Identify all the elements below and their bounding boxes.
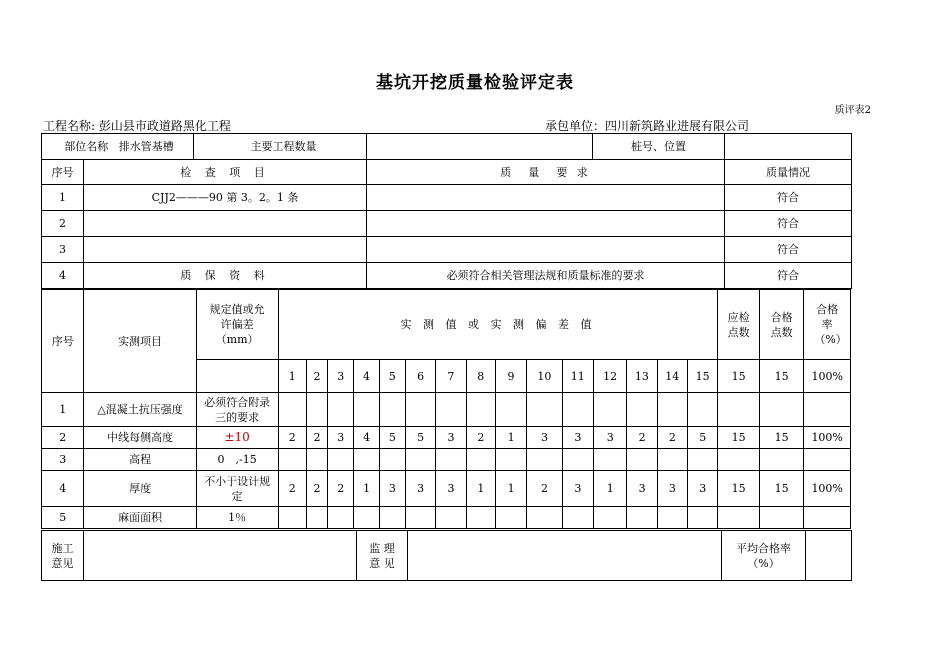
rate-cell: 100%: [804, 360, 851, 393]
index-cell: 7: [436, 360, 466, 393]
value-cell: 2: [466, 427, 495, 449]
value-cell: [627, 393, 657, 427]
index-cell: 10: [527, 360, 562, 393]
pass-cell: [759, 449, 803, 471]
value-cell: [594, 449, 627, 471]
value-cell: 3: [627, 471, 657, 507]
rate-cell: 100%: [804, 427, 851, 449]
col-status: 质量情况: [725, 160, 852, 185]
value-cell: [495, 507, 526, 529]
rate-cell: 100%: [804, 471, 851, 507]
measure-row: [42, 507, 851, 529]
index-cell: 14: [657, 360, 687, 393]
supervision-opinion-label: 监 理意 见: [357, 531, 408, 581]
index-cell: 4: [354, 360, 379, 393]
value-cell: [527, 449, 562, 471]
seq-cell: 1: [42, 185, 84, 211]
pass-cell: 15: [759, 471, 803, 507]
opinion-table: [41, 530, 852, 581]
value-cell: 3: [406, 471, 436, 507]
value-cell: [379, 393, 405, 427]
index-cell: 6: [405, 360, 435, 393]
req-cell: 必须符合相关管理法规和质量标准的要求: [367, 263, 725, 289]
value-cell: [354, 449, 379, 471]
value-cell: [627, 449, 657, 471]
value-cell: [688, 507, 718, 529]
value-cell: 2: [627, 427, 657, 449]
value-cell: 2: [527, 471, 562, 507]
seq-cell: 5: [42, 507, 84, 529]
value-cell: [436, 507, 466, 529]
inspect-row: [42, 211, 852, 237]
measure-row: [42, 393, 851, 427]
measure-item-cell: 中线每侧高度: [84, 427, 196, 449]
value-cell: [328, 393, 354, 427]
req-cell: [367, 211, 725, 237]
value-cell: [688, 449, 718, 471]
rate-cell: [804, 393, 851, 427]
avg-rate-label: 平均合格率（%）: [722, 531, 806, 581]
value-cell: [527, 393, 562, 427]
measure-item-cell: 麻面面积: [84, 507, 196, 529]
value-cell: [306, 393, 327, 427]
status-cell: 符合: [725, 185, 852, 211]
index-cell: 12: [593, 360, 626, 393]
value-cell: [562, 507, 593, 529]
col-pass: 合格点数: [759, 290, 803, 360]
index-cell: 8: [466, 360, 495, 393]
item-cell: 质 保 资 料: [84, 263, 367, 289]
value-cell: [657, 507, 687, 529]
value-cell: [562, 393, 593, 427]
item-cell: [84, 237, 367, 263]
value-cell: 2: [328, 471, 354, 507]
pass-cell: 15: [759, 360, 803, 393]
rate-cell: [804, 507, 851, 529]
value-cell: 3: [562, 471, 593, 507]
value-cell: [328, 449, 354, 471]
value-cell: 3: [688, 471, 718, 507]
col-should: 应检点数: [718, 290, 759, 360]
value-cell: [466, 507, 495, 529]
value-cell: [354, 393, 379, 427]
form-number: 质评表2: [834, 105, 871, 116]
value-cell: [306, 449, 327, 471]
req-cell: [367, 237, 725, 263]
construction-opinion-label: 施工意见: [42, 531, 84, 581]
value-cell: 3: [328, 427, 354, 449]
value-cell: [278, 393, 306, 427]
value-cell: 2: [306, 471, 327, 507]
value-cell: 3: [436, 427, 466, 449]
index-cell: 11: [562, 360, 593, 393]
item-cell: [84, 211, 367, 237]
value-cell: 3: [562, 427, 593, 449]
spec-cell: 必须符合附录三的要求: [196, 393, 278, 427]
value-cell: [495, 393, 526, 427]
value-cell: [306, 507, 327, 529]
value-cell: [379, 507, 405, 529]
avg-rate-value: [806, 531, 852, 581]
inspect-row: [42, 263, 852, 289]
value-cell: [406, 507, 436, 529]
index-cell: 1: [278, 360, 306, 393]
value-cell: [594, 507, 627, 529]
part-label: 部位名称 排水管基槽: [42, 134, 194, 160]
value-cell: [406, 449, 436, 471]
should-cell: [718, 507, 759, 529]
value-cell: [328, 507, 354, 529]
measure-item-cell: △混凝土抗压强度: [84, 393, 196, 427]
value-cell: [354, 507, 379, 529]
value-cell: 4: [354, 427, 379, 449]
value-cell: [406, 393, 436, 427]
value-cell: [436, 393, 466, 427]
status-cell: 符合: [725, 263, 852, 289]
inspection-table: [41, 133, 852, 289]
value-cell: [527, 507, 562, 529]
value-cell: 3: [527, 427, 562, 449]
col-seq: 序号: [42, 290, 84, 393]
item-cell: CJJ2———90 第 3。2。1 条: [84, 185, 367, 211]
value-cell: 1: [466, 471, 495, 507]
status-cell: 符合: [725, 237, 852, 263]
should-cell: 15: [718, 427, 759, 449]
value-cell: 3: [436, 471, 466, 507]
value-cell: [627, 507, 657, 529]
seq-cell: 2: [42, 211, 84, 237]
stake-value: [725, 134, 852, 160]
value-cell: [278, 507, 306, 529]
value-cell: [278, 449, 306, 471]
index-cell: 13: [627, 360, 657, 393]
seq-cell: 3: [42, 449, 84, 471]
value-cell: [379, 449, 405, 471]
project-name: 工程名称: 彭山县市政道路黑化工程: [43, 119, 231, 133]
document-title: 基坑开挖质量检验评定表: [376, 73, 574, 93]
status-cell: 符合: [725, 211, 852, 237]
pass-cell: [759, 393, 803, 427]
value-cell: 5: [379, 427, 405, 449]
measure-item-cell: 厚度: [84, 471, 196, 507]
spec-cell: 1％: [196, 507, 278, 529]
value-cell: 1: [354, 471, 379, 507]
pass-cell: [759, 507, 803, 529]
measurement-table: [41, 289, 851, 393]
col-req: 质 量 要 求: [367, 160, 725, 185]
spec-cell: ±10: [196, 427, 278, 449]
value-cell: [436, 449, 466, 471]
col-item: 检 查 项 目: [84, 160, 367, 185]
stake-label: 桩号、位置: [593, 134, 725, 160]
col-rate: 合格率（%）: [804, 290, 851, 360]
supervision-opinion-value: [408, 531, 722, 581]
index-cell: 15: [687, 360, 718, 393]
main-qty-value: [367, 134, 593, 160]
value-cell: [466, 449, 495, 471]
value-cell: [594, 393, 627, 427]
measure-item-cell: 高程: [84, 449, 196, 471]
measure-row: [42, 449, 851, 471]
spec-cell: 0 ,-15: [196, 449, 278, 471]
contractor-name: 承包单位：四川新筑路业进展有限公司: [545, 119, 750, 133]
value-cell: 1: [495, 427, 526, 449]
inspect-row: [42, 237, 852, 263]
inspect-row: [42, 185, 852, 211]
value-cell: [657, 449, 687, 471]
value-cell: [495, 449, 526, 471]
should-cell: 15: [718, 471, 759, 507]
value-cell: [562, 449, 593, 471]
seq-cell: 3: [42, 237, 84, 263]
value-cell: [657, 393, 687, 427]
construction-opinion-value: [84, 531, 357, 581]
index-cell: 9: [495, 360, 526, 393]
index-cell: 5: [379, 360, 405, 393]
seq-cell: 4: [42, 471, 84, 507]
index-cell: 2: [306, 360, 327, 393]
col-spec: 规定值或允许偏差（mm）: [196, 290, 278, 360]
should-cell: [718, 393, 759, 427]
value-cell: 2: [306, 427, 327, 449]
spec-spacer: [196, 360, 278, 393]
value-cell: 3: [594, 427, 627, 449]
col-seq: 序号: [42, 160, 84, 185]
value-cell: 1: [495, 471, 526, 507]
measurement-rows: [41, 392, 851, 529]
seq-cell: 2: [42, 427, 84, 449]
should-cell: [718, 449, 759, 471]
seq-cell: 4: [42, 263, 84, 289]
value-cell: 2: [278, 427, 306, 449]
seq-cell: 1: [42, 393, 84, 427]
value-cell: [688, 393, 718, 427]
value-cell: 2: [278, 471, 306, 507]
spec-cell: 不小于设计规定: [196, 471, 278, 507]
value-cell: 2: [657, 427, 687, 449]
index-cell: 3: [328, 360, 354, 393]
part-value: 排水管基槽: [118, 140, 174, 153]
value-cell: 3: [379, 471, 405, 507]
measure-row: [42, 427, 851, 449]
main-qty-label: 主要工程数量: [194, 134, 367, 160]
value-cell: [466, 393, 495, 427]
pass-cell: 15: [759, 427, 803, 449]
value-cell: 3: [657, 471, 687, 507]
req-cell: [367, 185, 725, 211]
should-cell: 15: [718, 360, 759, 393]
value-cell: 5: [406, 427, 436, 449]
col-values: 实 测 值 或 实 测 偏 差 值: [278, 290, 718, 360]
value-cell: 1: [594, 471, 627, 507]
value-cell: 5: [688, 427, 718, 449]
measure-row: [42, 471, 851, 507]
rate-cell: [804, 449, 851, 471]
col-measure-item: 实测项目: [84, 290, 196, 393]
